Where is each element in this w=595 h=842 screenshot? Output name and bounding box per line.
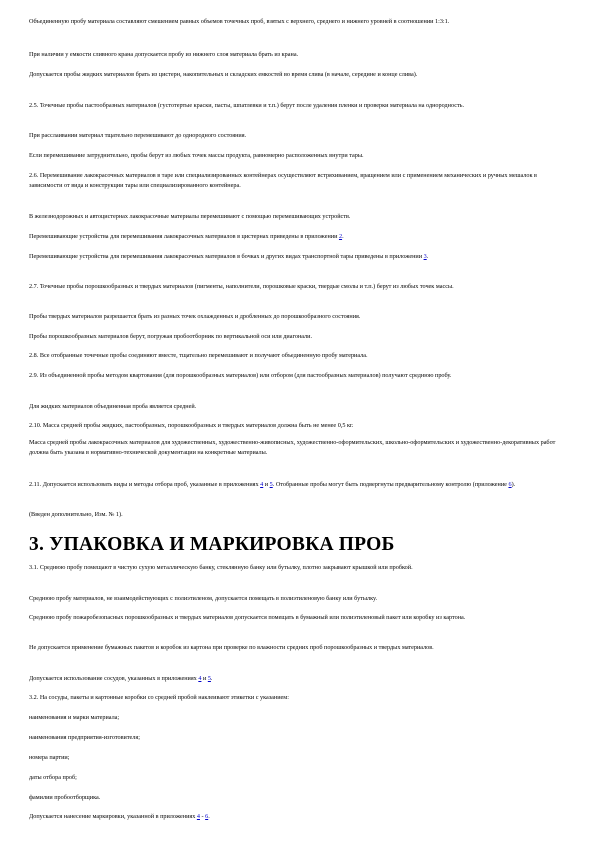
text-run: . xyxy=(342,233,344,240)
appendix-5-link[interactable]: 5 xyxy=(269,481,273,488)
paragraph xyxy=(29,563,557,573)
text-run: Перемешивающие устройства для перемешивания лакокрасочных материалов в бочках и других видах транспортной тары приведены в приложении xyxy=(29,253,424,260)
paragraph xyxy=(29,371,557,381)
text-run: . xyxy=(426,253,429,260)
text-run: Перемешивающие устройства для перемешивания лакокрасочных материалов в цистернах приведены в приложении xyxy=(29,233,339,240)
section-heading: 3. УПАКОВКА И МАРКИРОВКА ПРОБ xyxy=(29,534,395,555)
appendix-6-link[interactable]: 6 xyxy=(508,481,512,488)
text-run: наименования предприятия-изготовителя; xyxy=(29,734,140,741)
text-run: . xyxy=(210,675,213,682)
text-run: Допускается нанесение маркировки, указанной в приложениях xyxy=(29,813,197,820)
appendix-6-link[interactable]: 6 xyxy=(205,813,209,820)
paragraph xyxy=(29,312,557,322)
text-run: . Отобранные пробы могут быть подвергнуты предварительному контролю (приложение xyxy=(272,481,509,488)
paragraph xyxy=(29,50,557,60)
text-run: Объединенную пробу материала составляют смешением равных объемов точечных проб, взятых с верхнего, среднего и нижнего уровней в соотношении 1:3:1. xyxy=(29,18,450,25)
paragraph xyxy=(29,252,557,262)
paragraph xyxy=(29,131,557,141)
text-run: и xyxy=(263,481,270,488)
paragraph xyxy=(29,643,557,653)
text-run: При наличии у емкости сливного крана допускается пробу из нижнего слоя материала брать из крана. xyxy=(29,51,299,58)
paragraph xyxy=(29,151,557,161)
paragraph xyxy=(29,171,557,190)
text-run: Для жидких материалов объединенная проба является средней. xyxy=(29,403,197,410)
text-run: Допускается использование сосудов, указанных в приложениях xyxy=(29,675,199,682)
text-run: При расслаивании материал тщательно перемешивают до однородного состояния. xyxy=(29,132,247,139)
paragraph xyxy=(29,282,557,292)
paragraph xyxy=(29,480,557,490)
list-item xyxy=(29,733,557,743)
paragraph xyxy=(29,438,557,457)
text-run: и xyxy=(201,675,208,682)
paragraph xyxy=(29,351,557,361)
appendix-5-link[interactable]: 5 xyxy=(207,675,211,682)
text-run: Среднюю пробу материалов, не взаимодействующих с полиэтиленом, допускается помещать в полиэтиленовую банку или бутылку. xyxy=(29,595,378,602)
paragraph xyxy=(29,332,557,342)
appendix-4-link[interactable]: 4 xyxy=(260,481,264,488)
paragraph xyxy=(29,232,557,242)
text-run: Если перемешивание затруднительно, пробы берут из любых точек массы продукта, равномерно расположенных внутри тары. xyxy=(29,152,364,159)
paragraph xyxy=(29,594,557,604)
paragraph xyxy=(29,17,557,27)
text-run: номера партии; xyxy=(29,754,70,761)
text-run: Пробы порошкообразных материалов берут, погружая пробоотборник по вертикальной оси или диагонали. xyxy=(29,333,312,340)
text-run: 2.7. Точечные пробы порошкообразных и твердых материалов (пигменты, наполнители, порошковые краски, твердые смолы и т.п.) берут из любых точек массы. xyxy=(29,283,454,290)
appendix-4-link[interactable]: 4 xyxy=(198,675,202,682)
list-item xyxy=(29,713,557,723)
text-run: 2.11. Допускается использовать виды и методы отбора проб, указанные в приложениях xyxy=(29,481,261,488)
paragraph xyxy=(29,693,557,703)
text-run: фамилии пробоотборщика. xyxy=(29,794,101,801)
list-item xyxy=(29,793,557,803)
text-run: 2.9. Из объединенной пробы методом квартования (для порошкообразных материалов) или отбором (для пастообразных материалов) получают среднюю пробу. xyxy=(29,372,452,379)
text-run: 2.5. Точечные пробы пастообразных материалов (густотертые краски, пасты, шпатлевки и т.п.) берут после удаления пленки и проверки материала на однородность. xyxy=(29,102,465,109)
paragraph xyxy=(29,101,557,111)
appendix-3-link[interactable]: 3 xyxy=(423,253,427,260)
list-item xyxy=(29,753,557,763)
list-item xyxy=(29,773,557,783)
paragraph xyxy=(29,510,557,520)
paragraph xyxy=(29,674,557,684)
text-run: Пробы твердых материалов разрешается брать из разных точек охлажденных и дробленных до порошкообразного состояния. xyxy=(29,313,361,320)
paragraph xyxy=(29,421,557,431)
appendix-2-link[interactable]: 2 xyxy=(338,233,343,240)
paragraph xyxy=(29,812,557,822)
appendix-4-link[interactable]: 4 xyxy=(196,813,200,820)
paragraph xyxy=(29,70,557,80)
paragraph xyxy=(29,402,557,412)
text-run: Не допускается применение бумажных пакетов и коробок из картона при проверке по влажности средних проб порошкообразных и твердых материалов. xyxy=(29,644,434,651)
text-run: 2.8. Все отобранные точечные пробы соединяют вместе, тщательно перемешивают и получают объединенную пробу материала. xyxy=(29,352,368,359)
paragraph xyxy=(29,613,557,623)
text-run: В железнодорожных и автоцистернах лакокрасочные материалы перемешивают с помощью перемешивающих устройств. xyxy=(29,213,351,220)
text-run: Масса средней пробы лакокрасочных материалов для художественных, художественно-живописных, художественно-оформительских, школьно-оформительских и художественно-декоративных работ должна быть указана в нормативно-технической документации на конкретные материалы. xyxy=(29,439,556,456)
text-run: Допускается пробы жидких материалов брать из цистерн, накопительных и складских емкостей во время слива (в начале, середине и конце слива). xyxy=(29,71,418,78)
text-run: наименования и марки материала; xyxy=(29,714,120,721)
text-run: . xyxy=(208,813,210,820)
text-run: 3.1. Среднюю пробу помещают в чистую сухую металлическую банку, стеклянную банку или бутылку, плотно закрывают крышкой или пробкой. xyxy=(29,564,413,571)
text-run: - xyxy=(199,813,206,820)
text-run: ). xyxy=(511,481,516,488)
text-run: (Введен дополнительно, Изм. № 1). xyxy=(29,511,123,518)
paragraph xyxy=(29,212,557,222)
text-run: 3.2. На сосуды, пакеты и картонные коробки со средней пробой наклеивают этикетки с указанием: xyxy=(29,694,289,701)
text-run: Среднюю пробу пожаробезопасных порошкообразных и твердых материалов допускается помещать в бумажный или полиэтиленовый пакет или коробку из картона. xyxy=(29,614,466,621)
text-run: 2.10. Масса средней пробы жидких, пастообразных, порошкообразных и твердых материалов должна быть не менее 0,5 кг. xyxy=(29,422,354,429)
text-run: даты отбора проб; xyxy=(29,774,77,781)
text-run: 2.6. Перемешивание лакокрасочных материалов в таре или специализированных контейнерах осуществляют встряхиванием, вращением или с применением механических и ручных мешалок в зависимости от вида и конструкции тары или специализированного контейнера. xyxy=(29,172,537,189)
